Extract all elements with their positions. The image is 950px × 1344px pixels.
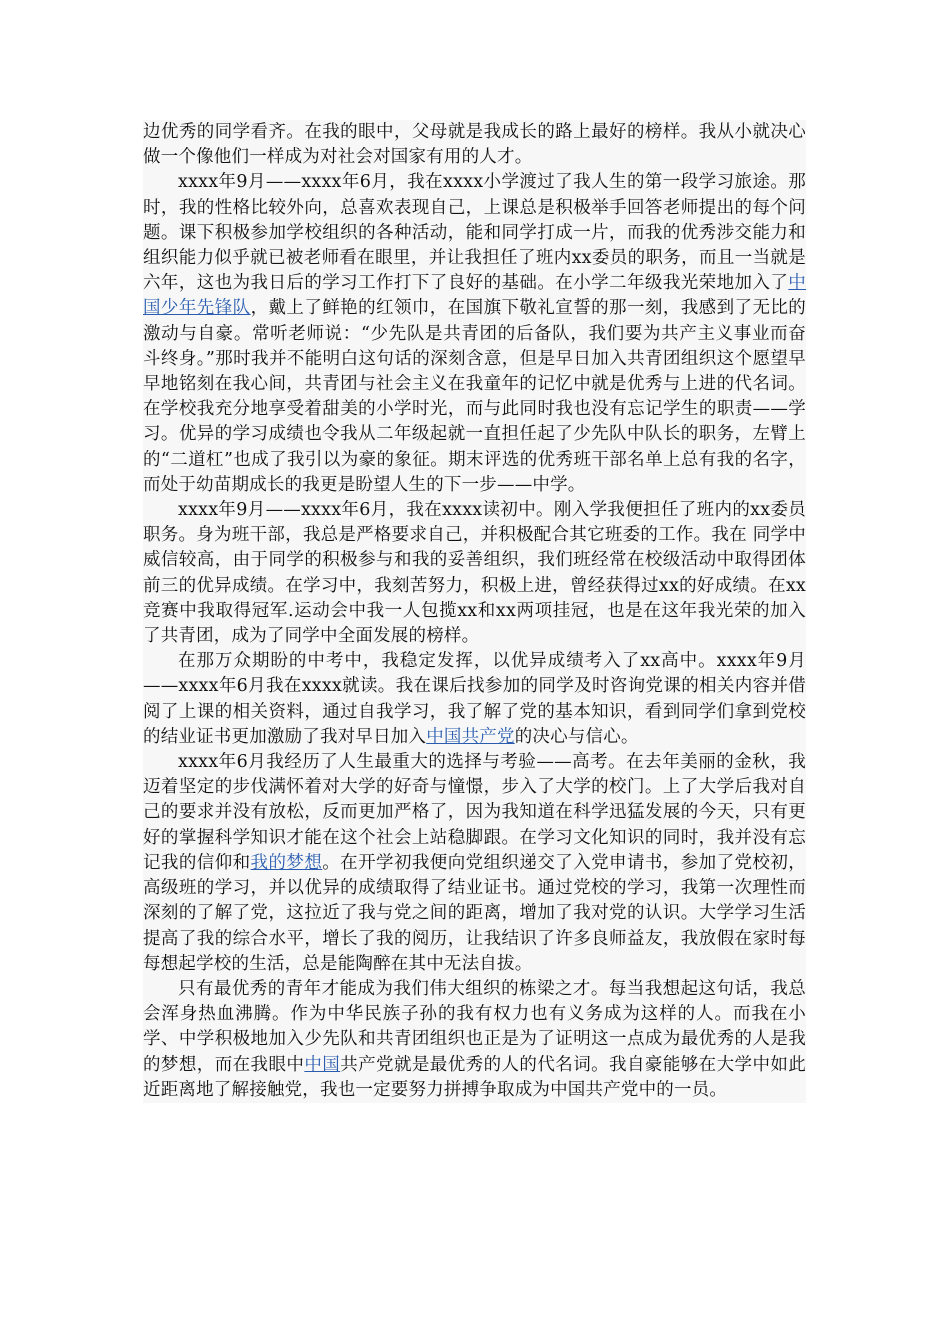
paragraph-text: 只有最优秀的青年才能成为我们伟大组织的栋梁之才。每当我想起这句话，我总会浑身热血沸腾。作为中华民族子孙的我有权力也有义务成为这样的人。而我在小学、中学积极地加入少先队和共青团组织也正是为了证明这一点成为最优秀的人是我的梦想，而在我眼中 xyxy=(143,978,806,1075)
paragraph-text: 在那万众期盼的中考中，我稳定发挥，以优异成绩考入了xx高中。xxxx年9月——xxxx年6月我在xxxx就读。我在课后找参加的同学及时咨询党课的相关内容并借阅了上课的相关资料，通过自我学习，我了解了党的基本知识，看到同学们拿到党校的结业证书更加激励了我对早日加入 xyxy=(143,651,806,747)
paragraph xyxy=(143,977,806,1103)
paragraph-text: xxxx年6月我经历了人生最重大的选择与考验——高考。在去年美丽的金秋，我迈着坚定的步伐满怀着对大学的好奇与憧憬，步入了大学的校门。上了大学后我对自己的要求并没有放松，反而更加严格了，因为我知道在科学迅猛发展的今天，只有更好的掌握科学知识才能在这个社会上站稳脚跟。在学习文化知识的同时，我并没有忘记我的信仰和 xyxy=(143,752,806,873)
inline-link[interactable]: 中国 xyxy=(304,1054,341,1075)
paragraph-text: 共产党就是最优秀的人的代名词。我自豪能够在大学中如此近距离地了解接触党，我也一定要努力拼搏争取成为中国共产党中的一员。 xyxy=(143,1054,806,1100)
inline-link[interactable]: 中国共产党 xyxy=(426,726,515,747)
paragraph-text: xxxx年9月——xxxx年6月，我在xxxx读初中。刚入学我便担任了班内的xx委员职务。身为班干部，我总是严格要求自己，并积极配合其它班委的工作。我在 同学中威信较高，由于同学的积极参与和我的妥善组织，我们班经常在校级活动中取得团体前三的优异成绩。在学习中，我刻苦努力，积极上进，曾经获得过xx的好成绩。在xx竞赛中我取得冠军.运动会中我一人包揽xx和xx两项挂冠，也是在这年我光荣的加入了共青团，成为了同学中全面发展的榜样。 xyxy=(143,500,806,647)
inline-link[interactable]: 我的梦想 xyxy=(250,852,323,873)
paragraph-text: 。在开学初我便向党组织递交了入党申请书，参加了党校初，高级班的学习，并以优异的成绩取得了结业证书。通过党校的学习，我第一次理性而深刻的了解了党，这拉近了我与党之间的距离，增加了我对党的认识。大学学习生活提高了我的综合水平，增长了我的阅历，让我结识了许多良师益友，我放假在家时每每想起学校的生活，总是能陶醉在其中无法自拔。 xyxy=(143,852,806,974)
paragraph-text: xxxx年9月——xxxx年6月，我在xxxx小学渡过了我人生的第一段学习旅途。那时，我的性格比较外向，总喜欢表现自己，上课总是积极举手回答老师提出的每个问题。课下积极参加学校组织的各种活动，能和同学打成一片，而我的优秀涉交能力和组织能力似乎就已被老师看在眼里，并让我担任了班内xx委员的职务，而且一当就是六年，这也为我日后的学习工作打下了良好的基础。在小学二年级我光荣地加入了 xyxy=(143,172,806,294)
paragraph-text: 的决心与信心。 xyxy=(514,726,639,747)
paragraph xyxy=(143,750,806,977)
paragraph xyxy=(143,170,806,498)
paragraph xyxy=(143,649,806,750)
paragraph xyxy=(143,498,806,649)
paragraph-text: 边优秀的同学看齐。在我的眼中，父母就是我成长的路上最好的榜样。我从小就决心做一个像他们一样成为对社会对国家有用的人才。 xyxy=(143,122,806,168)
paragraph xyxy=(143,120,806,170)
document-body xyxy=(143,120,806,1103)
paragraph-text: ，戴上了鲜艳的红领巾，在国旗下敬礼宣誓的那一刻，我感到了无比的激动与自豪。常听老师说：“少先队是共青团的后备队，我们要为共产主义事业而奋斗终身。”那时我并不能明白这句话的深刻含意，但是早日加入共青团组织这个愿望早早地铭刻在我心间，共青团与社会主义在我童年的记忆中就是优秀与上进的代名词。在学校我充分地享受着甜美的小学时光，而与此同时我也没有忘记学生的职责——学习。优异的学习成绩也令我从二年级起就一直担任起了少先队中队长的职务，左臂上的“二道杠”也成了我引以为豪的象征。期末评选的优秀班干部名单上总有我的名字，而处于幼苗期成长的我更是盼望人生的下一步——中学。 xyxy=(143,298,807,495)
inline-link[interactable]: 中国少年先锋队 xyxy=(143,273,806,319)
